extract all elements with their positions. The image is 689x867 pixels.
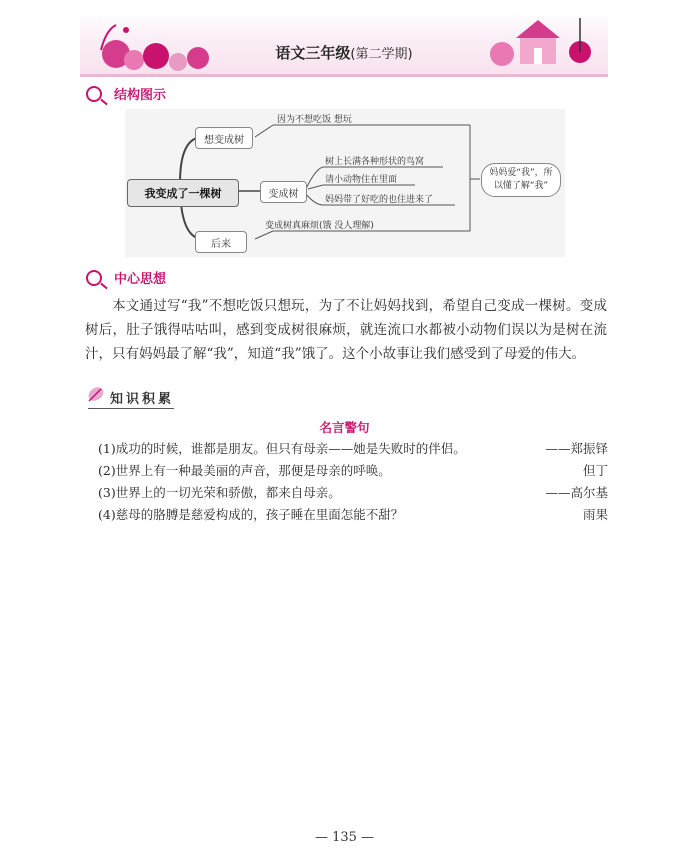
mind-map-branch-item: 树上长满各种形状的鸟窝 — [325, 157, 425, 167]
mind-map-branch-item: 妈妈带了好吃的也住进来了 — [325, 195, 434, 205]
header-subtitle: (第二学期) — [350, 47, 413, 62]
mind-map-node-later: 后来 — [195, 231, 247, 253]
quote-row — [98, 504, 608, 524]
quote-row — [98, 482, 608, 502]
magnifier-icon — [86, 86, 102, 102]
quote-author: ——高尔基 — [545, 485, 608, 500]
section-central-title: 中心思想 — [114, 272, 167, 287]
mind-map-branch-reason: 因为不想吃饭 想玩 — [277, 115, 352, 125]
section-central-heading — [86, 268, 166, 287]
header-banner — [80, 12, 608, 77]
mind-map-summary-bubble: 妈妈爱“我”，所以懂了解“我” — [481, 163, 561, 197]
quote-author: ——郑振铎 — [545, 441, 608, 456]
central-idea-paragraph: 本文通过写“我”不想吃饭只想玩，为了不让妈妈找到，希望自己变成一棵树。变成树后，肚子饿得咕咕叫，感到变成树很麻烦，就连流口水都被小动物们误以为是树在流汁，只有妈妈最了解“我”，知道“我”饿了。这个小故事让我们感受到了母爱的伟大。 — [85, 298, 607, 362]
quote-text: (2)世界上有一种最美丽的声音，那便是母亲的呼唤。 — [98, 463, 391, 478]
mind-map-center-node: 我变成了一棵树 — [127, 179, 239, 207]
page-header-title — [80, 42, 608, 63]
section-structure-title: 结构图示 — [114, 88, 167, 103]
mind-map-node-became-tree: 变成树 — [260, 181, 307, 203]
mind-map-node-want-tree: 想变成树 — [195, 127, 253, 149]
magnifier-icon — [86, 270, 102, 286]
mind-map-branch-result: 变成树真麻烦(饿 没人理解) — [265, 221, 374, 231]
quote-text: (4)慈母的胳膊是慈爱构成的，孩子睡在里面怎能不甜？ — [98, 507, 404, 522]
quotes-title: 名言警句 — [319, 420, 370, 435]
quote-text: (3)世界上的一切光荣和骄傲，都来自母亲。 — [98, 485, 341, 500]
page-number: — 135 — — [314, 830, 375, 845]
section-knowledge-title: 知识积累 — [88, 388, 174, 409]
header-title: 语文三年级 — [275, 44, 351, 62]
quote-author: 雨果 — [582, 507, 608, 522]
quote-row — [98, 460, 608, 480]
mind-map-branch-item: 请小动物住在里面 — [325, 175, 398, 185]
quote-row — [98, 438, 608, 458]
section-structure-heading — [86, 84, 166, 103]
mind-map — [125, 109, 565, 257]
quote-author: 但丁 — [582, 463, 608, 478]
quote-text: (1)成功的时候，谁都是朋友。但只有母亲——她是失败时的伴侣。 — [98, 441, 466, 456]
